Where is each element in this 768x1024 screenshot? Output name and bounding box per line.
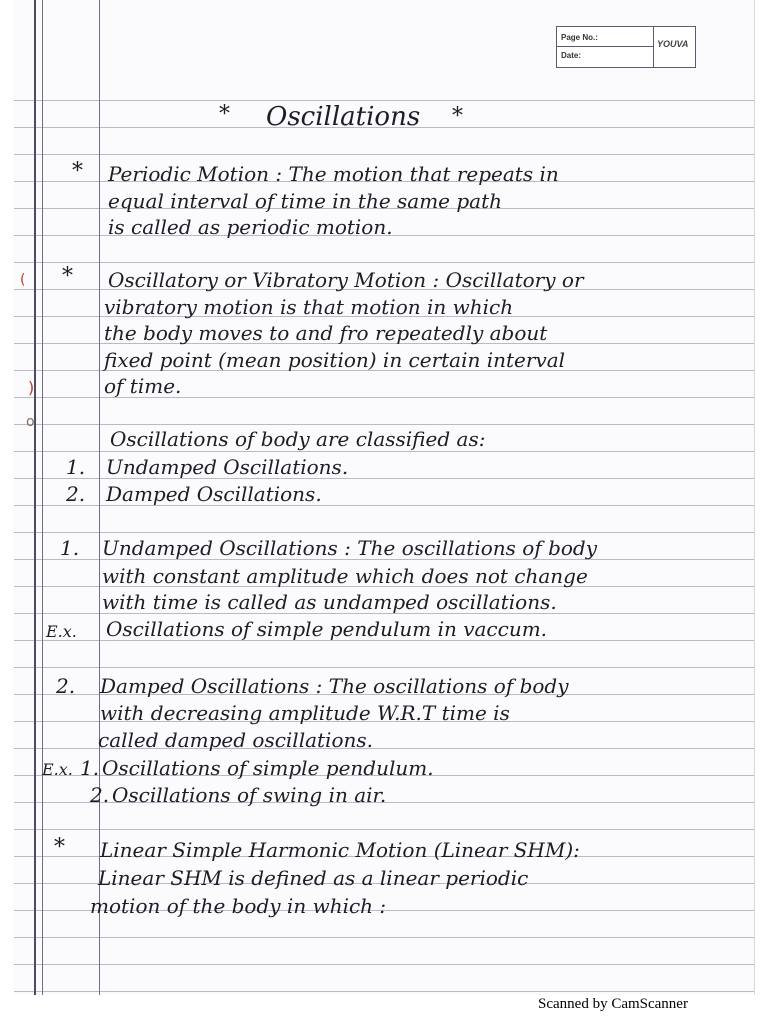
damped-example-1-num: 1. — [80, 756, 100, 780]
oscillatory-line-4: fixed point (mean position) in certain interval — [104, 348, 566, 372]
class-item-1-text: Undamped Oscillations. — [106, 455, 349, 479]
page-number-date-box — [556, 26, 696, 68]
scan-watermark: Scanned by CamScanner — [538, 996, 688, 1012]
damped-line-1: Damped Oscillations : The oscillations of body — [100, 674, 569, 698]
class-item-2-num: 2. — [66, 482, 86, 506]
date-label: Date: — [561, 51, 582, 60]
title-star-left: * — [219, 102, 230, 127]
damped-num: 2. — [56, 674, 76, 698]
brand-logo: YOUVA — [657, 39, 689, 49]
undamped-num: 1. — [60, 536, 80, 560]
shm-line-1: Linear Simple Harmonic Motion (Linear SHM): — [100, 838, 580, 862]
class-item-2-text: Damped Oscillations. — [106, 482, 322, 506]
classification-heading: Oscillations of body are classified as: — [110, 427, 486, 451]
oscillatory-line-1: Oscillatory or Vibratory Motion : Oscillatory or — [108, 268, 584, 292]
damped-example-2-num: 2. — [90, 783, 110, 807]
binding-line — [34, 0, 36, 995]
title-star-right: * — [452, 104, 463, 129]
undamped-line-1: Undamped Oscillations : The oscillations of body — [102, 536, 598, 560]
periodic-line-1: Periodic Motion : The motion that repeats in — [108, 162, 559, 186]
oscillatory-line-3: the body moves to and fro repeatedly about — [104, 321, 548, 345]
margin-mark-icon: ( — [20, 272, 26, 288]
undamped-example: Oscillations of simple pendulum in vaccum. — [106, 617, 548, 641]
periodic-line-3: is called as periodic motion. — [108, 215, 393, 239]
damped-line-3: called damped oscillations. — [98, 728, 373, 752]
margin-mark-icon: o — [26, 414, 35, 430]
notebook-page — [14, 0, 755, 995]
undamped-line-3: with time is called as undamped oscillations. — [102, 590, 557, 614]
periodic-line-2: equal interval of time in the same path — [108, 189, 503, 213]
undamped-example-label: E.x. — [46, 622, 77, 641]
damped-line-2: with decreasing amplitude W.R.T time is — [100, 701, 510, 725]
shm-line-3: motion of the body in which : — [90, 894, 387, 918]
bullet-star: * — [54, 835, 65, 860]
shm-line-2: Linear SHM is defined as a linear periodic — [98, 866, 529, 890]
page-title: Oscillations — [266, 102, 421, 132]
margin-mark-icon: ) — [28, 378, 35, 397]
margin-line-outer — [42, 0, 43, 995]
oscillatory-line-2: vibratory motion is that motion in which — [104, 295, 514, 319]
page-no-label: Page No.: — [561, 33, 598, 42]
class-item-1-num: 1. — [66, 455, 86, 479]
oscillatory-line-5: of time. — [104, 374, 182, 398]
damped-example-2-text: Oscillations of swing in air. — [112, 783, 387, 807]
bullet-star: * — [72, 159, 83, 184]
undamped-line-2: with constant amplitude which does not change — [102, 564, 588, 588]
damped-example-1-text: Oscillations of simple pendulum. — [102, 756, 434, 780]
damped-example-label: E.x. — [42, 760, 73, 779]
bullet-star: * — [62, 264, 73, 289]
